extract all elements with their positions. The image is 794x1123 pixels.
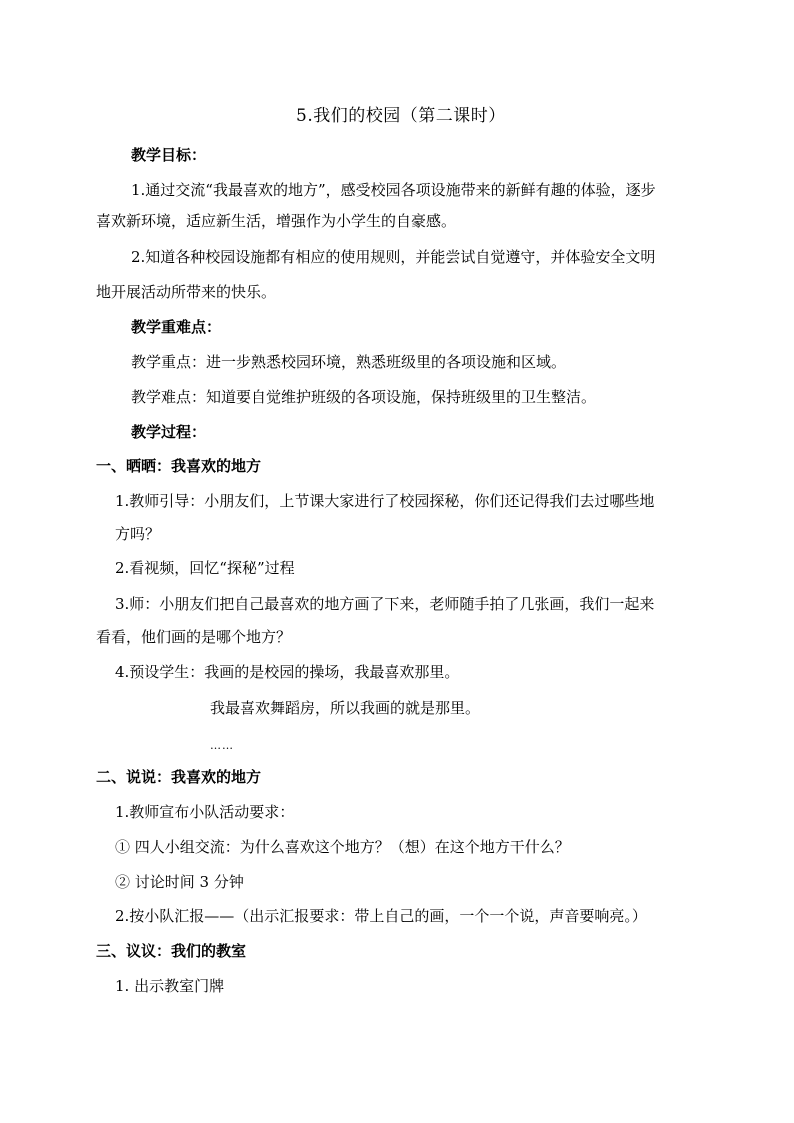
section-2-heading: 二、说说：我喜欢的地方 xyxy=(96,768,262,786)
difficulty-text: 教学难点：知道要自觉维护班级的各项设施，保持班级里的卫生整洁。 xyxy=(131,388,597,406)
section-1-ellipsis: …… xyxy=(210,739,234,752)
section-1-item-2: 2.看视频，回忆“探秘”过程 xyxy=(115,559,295,577)
section-1-heading: 一、晒晒：我喜欢的地方 xyxy=(96,457,262,475)
section-3-heading: 三、议议：我们的教室 xyxy=(96,942,247,960)
document-title: 5.我们的校园（第二课时） xyxy=(296,106,506,126)
section-1-item-1-line-2: 方吗？ xyxy=(115,525,161,543)
keypoints-heading: 教学重难点： xyxy=(131,318,222,336)
keypoint-text: 教学重点：进一步熟悉校园环境，熟悉班级里的各项设施和区域。 xyxy=(131,353,567,371)
section-2-sub-2: ② 讨论时间 3 分钟 xyxy=(115,873,244,891)
objective-2-line-2: 地开展活动所带来的快乐。 xyxy=(96,283,277,301)
section-2-sub-1: ① 四人小组交流：为什么喜欢这个地方？（想）在这个地方干什么？ xyxy=(115,838,570,856)
objective-2-line-1: 2.知道各种校园设施都有相应的使用规则，并能尝试自觉遵守，并体验安全文明 xyxy=(131,248,656,266)
process-heading: 教学过程： xyxy=(131,423,207,441)
section-2-item-1: 1.教师宣布小队活动要求： xyxy=(115,803,295,821)
objective-1-line-1: 1.通过交流“我最喜欢的地方”，感受校园各项设施带来的新鲜有趣的体验，逐步 xyxy=(131,181,656,199)
section-3-item-1: 1. 出示教室门牌 xyxy=(115,977,225,995)
section-1-item-4-line-1: 4.预设学生：我画的是校园的操场，我最喜欢那里。 xyxy=(115,663,460,681)
objectives-heading: 教学目标： xyxy=(131,146,207,164)
section-2-item-2: 2.按小队汇报——（出示汇报要求：带上自己的画，一个一个说，声音要响亮。） xyxy=(115,907,647,925)
section-1-item-3-line-1: 3.师：小朋友们把自己最喜欢的地方画了下来，老师随手拍了几张画，我们一起来 xyxy=(115,595,655,613)
section-1-item-4-line-2: 我最喜欢舞蹈房，所以我画的就是那里。 xyxy=(210,699,481,717)
section-1-item-1-line-1: 1.教师引导：小朋友们，上节课大家进行了校园探秘，你们还记得我们去过哪些地 xyxy=(115,492,655,510)
objective-1-line-2: 喜欢新环境，适应新生活，增强作为小学生的自豪感。 xyxy=(96,212,457,230)
section-1-item-3-line-2: 看看，他们画的是哪个地方？ xyxy=(96,628,292,646)
